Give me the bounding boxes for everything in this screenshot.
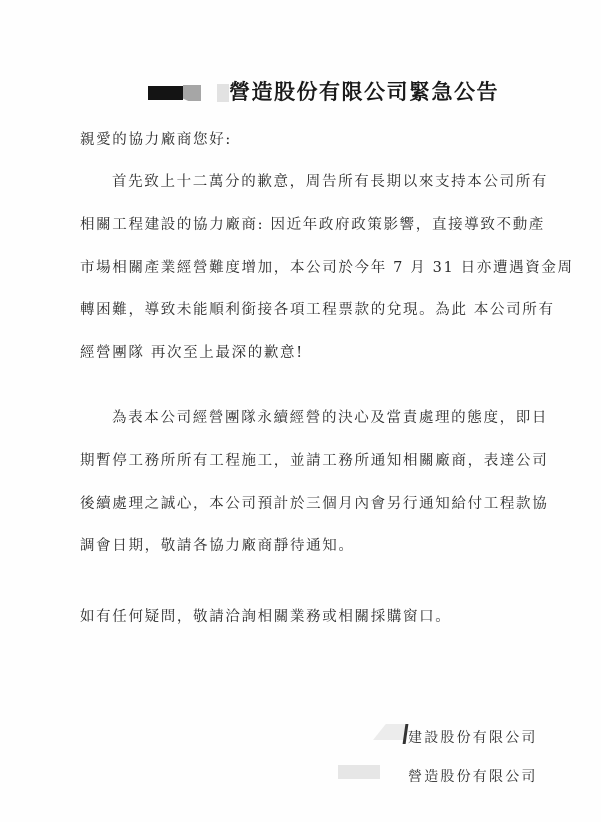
paragraph1-line5: 經營團隊 再次至上最深的歉意! <box>80 345 304 361</box>
salutation: 親愛的協力廠商您好: <box>80 132 232 148</box>
paragraph1-line2: 相關工程建設的協力廠商: 因近年政府政策影響，直接導致不動產 <box>80 217 545 233</box>
announcement-title-row <box>148 76 499 106</box>
paragraph1-line1: 首先致上十二萬分的歉意，周告所有長期以來支持本公司所有 <box>112 174 549 190</box>
paragraph2-line1: 為表本公司經營團隊永續經營的決心及當責處理的態度，即日 <box>112 410 549 426</box>
signature-redaction-2 <box>338 765 380 779</box>
paragraph2-line2: 期暫停工務所所有工程施工，並請工務所通知相關廠商，表達公司 <box>80 453 549 469</box>
paragraph1-line4: 轉困難，導致未能順利銜接各項工程票款的兌現。為此 本公司所有 <box>80 302 555 318</box>
signature-construction-company: 建設股份有限公司 <box>408 730 538 746</box>
redaction-block-dark <box>148 86 183 100</box>
paragraph2-line4: 調會日期，敬請各協力廠商靜待通知。 <box>80 538 355 554</box>
signature-building-company: 營造股份有限公司 <box>408 769 538 785</box>
paragraph2-line3: 後續處理之誠心，本公司預計於三個月內會另行通知給付工程款協 <box>80 496 549 512</box>
announcement-title: 營造股份有限公司緊急公告 <box>229 80 499 104</box>
paragraph1-line3: 市場相關產業經營難度增加，本公司於今年 7 月 31 日亦遭遇資金周 <box>80 260 574 276</box>
closing-line: 如有任何疑問，敬請洽詢相關業務或相關採購窗口。 <box>80 609 452 625</box>
redaction-block-light <box>217 84 229 102</box>
redaction-block-grey <box>183 85 201 101</box>
signature-redaction-1 <box>373 724 405 740</box>
